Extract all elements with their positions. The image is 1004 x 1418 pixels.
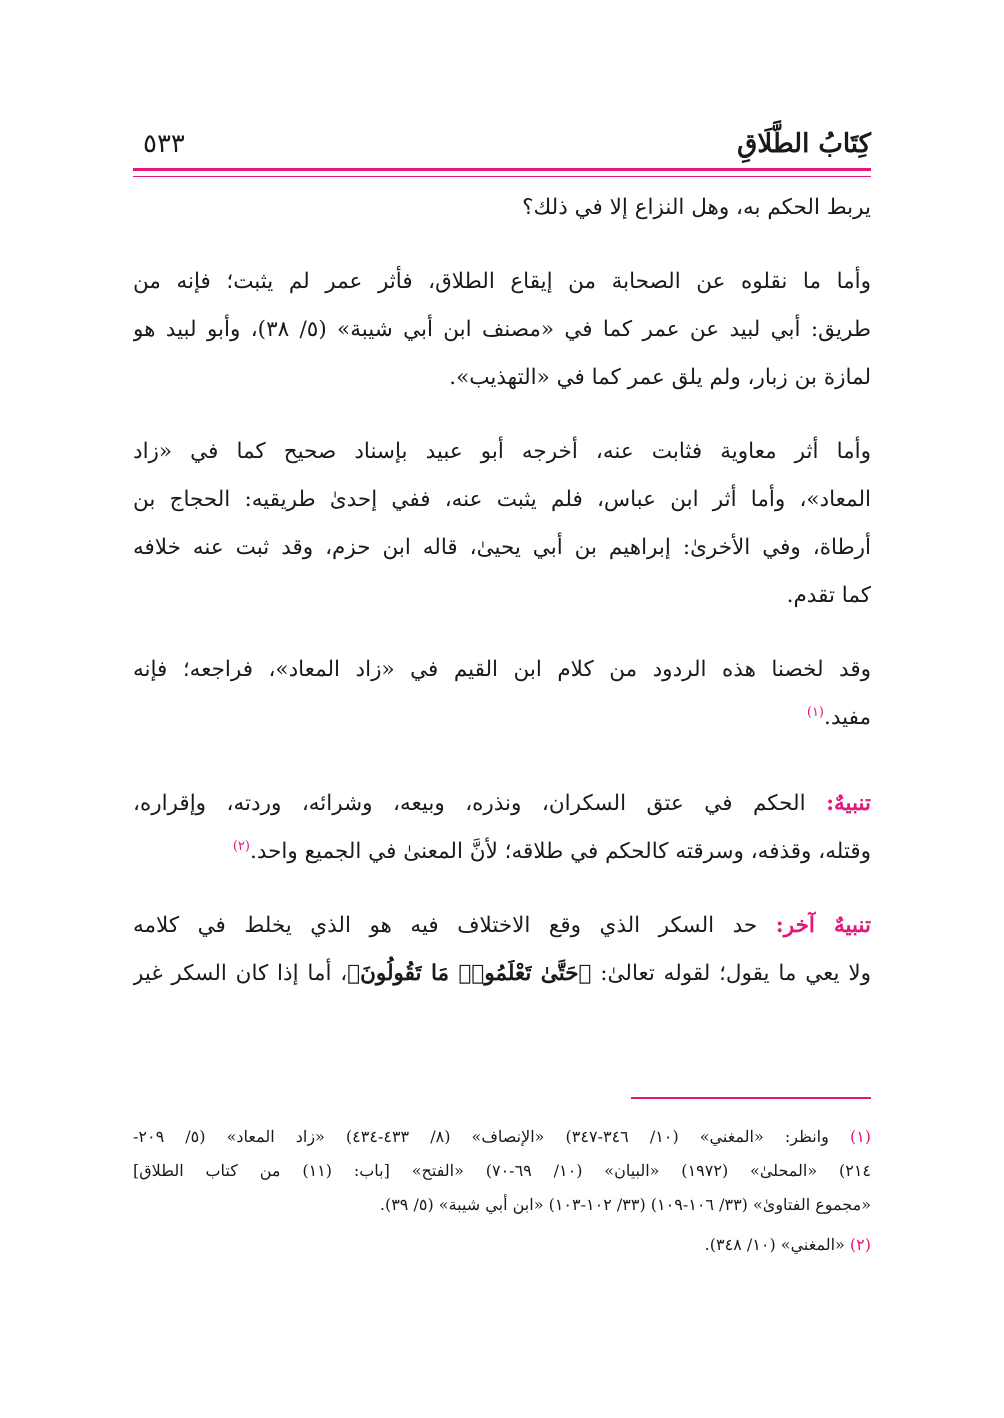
footnote-line bbox=[133, 1120, 871, 1154]
footnote-number: (١) bbox=[849, 1127, 871, 1146]
text-line: طريق: أبي لبيد عن عمر كما في «مصنف ابن أبي شيبة» (٥/ ٣٨)، وأبو لبيد هو bbox=[133, 317, 871, 342]
page-header bbox=[133, 124, 871, 164]
footnote-number: (٢) bbox=[849, 1235, 871, 1254]
text-fragment: وانظر: «المغني» (١٠/ ٣٤٦-٣٤٧) «الإنصاف» (٨/ ٤٣٣-٤٣٤) «زاد المعاد» (٥/ ٢٠٩- bbox=[133, 1127, 829, 1146]
text-line bbox=[133, 694, 871, 742]
text-line: وأما أثر معاوية فثابت عنه، أخرجه أبو عبيد بإسناد صحيح كما في «زاد bbox=[133, 439, 871, 464]
text-fragment: حد السكر الذي وقع الاختلاف فيه هو الذي يخلط في كلامه bbox=[133, 913, 758, 938]
footnote-ref[interactable]: (٢) bbox=[232, 838, 250, 854]
text-fragment: ولا يعي ما يقول؛ لقوله تعالىٰ: bbox=[600, 961, 871, 986]
main-text bbox=[133, 184, 871, 998]
text-fragment: «المغني» (١٠/ ٣٤٨). bbox=[704, 1235, 845, 1254]
chapter-title: كِتَابُ الطَّلَاقِ bbox=[737, 129, 871, 159]
text-line: كما تقدم. bbox=[786, 583, 871, 608]
text-line: وأما ما نقلوه عن الصحابة من إيقاع الطلاق، فأثر عمر لم يثبت؛ فإنه من bbox=[133, 269, 871, 294]
footnote-line: ٢١٤) «المحلىٰ» (١٩٧٢) «البيان» (١٠/ ٦٩-٧٠) «الفتح» [باب: (١١) من كتاب الطلاق] bbox=[133, 1161, 871, 1180]
footnote-separator bbox=[631, 1097, 871, 1099]
note-label: تنبيهٌ آخر: bbox=[775, 913, 871, 938]
text-line: يربط الحكم به، وهل النزاع إلا في ذلك؟ bbox=[522, 195, 871, 220]
text-line: لمازة بن زبار، ولم يلق عمر كما في «التهذيب». bbox=[449, 365, 871, 390]
text-fragment: الحكم في عتق السكران، ونذره، وبيعه، وشرائه، وردته، وإقراره، bbox=[133, 791, 806, 816]
text-fragment: مفيد. bbox=[824, 705, 871, 730]
footnotes bbox=[133, 1120, 871, 1262]
page-number: ٥٣٣ bbox=[143, 129, 185, 159]
footnote-line: «مجموع الفتاوىٰ» (٣٣/ ١٠٦-١٠٩) (٣٣/ ١٠٢-١٠٣) «ابن أبي شيبة» (٥/ ٣٩). bbox=[379, 1195, 871, 1214]
quran-verse: ﴿حَتَّىٰ تَعْلَمُوا۟ مَا تَقُولُونَ﴾ bbox=[347, 961, 592, 986]
header-rule-thin bbox=[133, 176, 871, 177]
note-label: تنبيهٌ: bbox=[826, 791, 871, 816]
footnote-line bbox=[133, 1228, 871, 1262]
text-line: المعاد»، وأما أثر ابن عباس، فلم يثبت عنه، ففي إحدىٰ طريقيه: الحجاج بن bbox=[133, 487, 871, 512]
text-line: وقد لخصنا هذه الردود من كلام ابن القيم في «زاد المعاد»، فراجعه؛ فإنه bbox=[133, 657, 871, 682]
text-fragment: وقتله، وقذفه، وسرقته كالحكم في طلاقه؛ لأنَّ المعنىٰ في الجميع واحد. bbox=[249, 839, 871, 864]
footnote-ref[interactable]: (١) bbox=[806, 704, 824, 720]
text-line: أرطاة، وفي الأخرىٰ: إبراهيم بن أبي يحيىٰ، قاله ابن حزم، وقد ثبت عنه خلافه bbox=[133, 535, 871, 560]
note-line bbox=[133, 950, 871, 998]
note-line bbox=[133, 828, 871, 876]
note-line bbox=[133, 780, 871, 828]
text-fragment: ، أما إذا كان السكر غير bbox=[133, 961, 348, 986]
note-line bbox=[133, 902, 871, 950]
header-rule-thick bbox=[133, 168, 871, 171]
